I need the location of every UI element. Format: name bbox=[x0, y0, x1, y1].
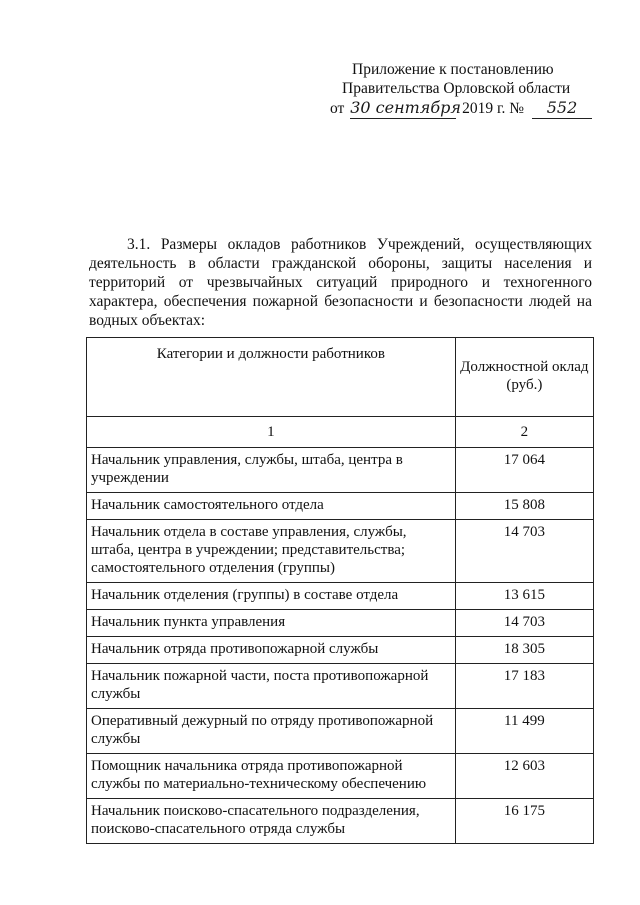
salary-cell: 17 183 bbox=[455, 664, 593, 709]
handwritten-date: 30 сентября bbox=[350, 98, 461, 117]
from-label: от bbox=[330, 100, 345, 117]
handwritten-number: 552 bbox=[546, 98, 578, 117]
salary-cell: 12 603 bbox=[455, 754, 593, 799]
position-cell: Помощник начальника отряда противопожарной службы по материально-техническому обеспечению bbox=[87, 754, 456, 799]
position-cell: Оперативный дежурный по отряду противопожарной службы bbox=[87, 709, 456, 754]
table-row bbox=[87, 520, 594, 583]
table-row bbox=[87, 583, 594, 610]
date-field bbox=[350, 98, 461, 119]
table-row bbox=[87, 754, 594, 799]
salary-cell: 18 305 bbox=[455, 637, 593, 664]
position-cell: Начальник пожарной части, поста противопожарной службы bbox=[87, 664, 456, 709]
position-cell: Начальник отдела в составе управления, службы, штаба, центра в учреждении; представительства; самостоятельного отделения (группы) bbox=[87, 520, 456, 583]
intro-paragraph: 3.1. Размеры окладов работников Учреждений, осуществляющих деятельность в области гражданской обороны, защиты населения и территорий от чрезвычайных ситуаций природного и техногенного характера, обеспечения пожарной безопасности и безопасности людей на водных объектах: bbox=[89, 236, 592, 329]
table-row bbox=[87, 637, 594, 664]
salary-cell: 14 703 bbox=[455, 610, 593, 637]
table-row bbox=[87, 448, 594, 493]
position-cell: Начальник управления, службы, штаба, центра в учреждении bbox=[87, 448, 456, 493]
table-row bbox=[87, 799, 594, 844]
salary-cell: 15 808 bbox=[455, 493, 593, 520]
column-number-1: 1 bbox=[87, 417, 456, 448]
salary-cell: 17 064 bbox=[455, 448, 593, 493]
salary-cell: 16 175 bbox=[455, 799, 593, 844]
header-line-1: Приложение к постановлению bbox=[352, 61, 554, 78]
table-row bbox=[87, 664, 594, 709]
column-number-2: 2 bbox=[455, 417, 593, 448]
column-header-positions: Категории и должности работников bbox=[87, 338, 456, 417]
table-row bbox=[87, 610, 594, 637]
document-header bbox=[330, 60, 590, 119]
column-number-row bbox=[87, 417, 594, 448]
table-row bbox=[87, 709, 594, 754]
header-line-2: Правительства Орловской области bbox=[342, 80, 571, 97]
table-header-row bbox=[87, 338, 594, 417]
header-date-line bbox=[330, 98, 590, 119]
position-cell: Начальник отделения (группы) в составе отдела bbox=[87, 583, 456, 610]
position-cell: Начальник отряда противопожарной службы bbox=[87, 637, 456, 664]
position-cell: Начальник пункта управления bbox=[87, 610, 456, 637]
position-cell: Начальник самостоятельного отдела bbox=[87, 493, 456, 520]
year-label: 2019 г. № bbox=[462, 100, 525, 117]
salary-cell: 11 499 bbox=[455, 709, 593, 754]
position-cell: Начальник поисково-спасательного подразделения, поисково-спасательного отряда службы bbox=[87, 799, 456, 844]
number-field bbox=[532, 98, 592, 119]
column-header-salary: Должностной оклад (руб.) bbox=[455, 338, 593, 417]
table-row bbox=[87, 493, 594, 520]
salary-table bbox=[86, 337, 594, 844]
salary-cell: 13 615 bbox=[455, 583, 593, 610]
salary-cell: 14 703 bbox=[455, 520, 593, 583]
